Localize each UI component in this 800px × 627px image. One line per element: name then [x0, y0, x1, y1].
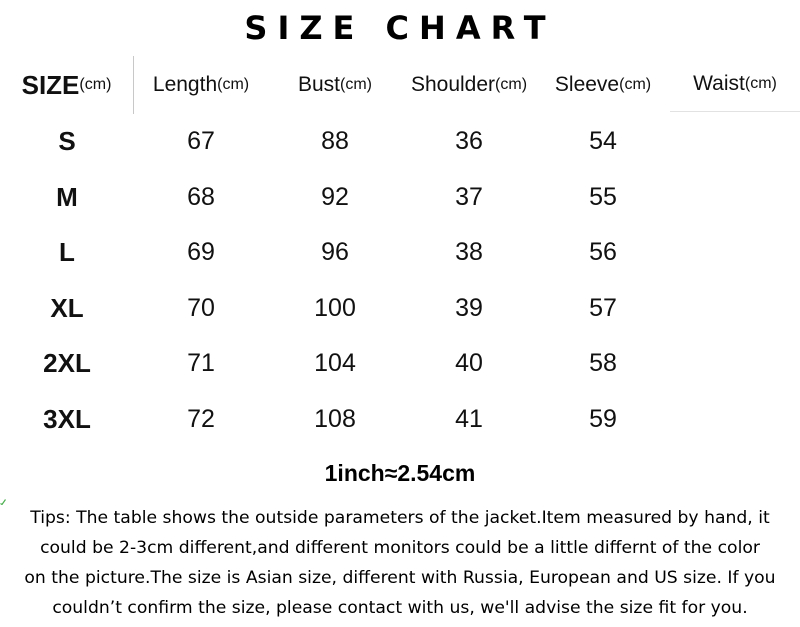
length-cell: 70: [187, 293, 215, 322]
header-bust: [268, 56, 402, 114]
size-cell: XL: [50, 292, 84, 323]
size-cell: 2XL: [43, 348, 91, 379]
sleeve-cell: 59: [589, 404, 617, 433]
bust-cell: 104: [314, 349, 356, 378]
header-bust-label: Bust: [297, 73, 341, 96]
bust-cell: 100: [314, 293, 356, 322]
inch-conversion-note: 1inch≈2.54cm: [324, 460, 476, 486]
sleeve-cell: 55: [589, 182, 617, 211]
bust-cell: 108: [314, 404, 356, 433]
table-row: [0, 281, 800, 337]
table-row: [0, 336, 800, 392]
header-size-unit: (cm): [79, 76, 112, 93]
bust-cell: 88: [321, 127, 349, 156]
waist-cell: [670, 281, 800, 337]
header-sleeve: [536, 56, 670, 114]
waist-cell: [670, 392, 800, 448]
shoulder-cell: 37: [455, 182, 483, 211]
sleeve-cell: 56: [589, 238, 617, 267]
shoulder-cell: 38: [455, 238, 483, 267]
table-row: [0, 170, 800, 226]
size-cell: 3XL: [43, 403, 91, 434]
length-cell: 69: [187, 238, 215, 267]
sleeve-cell: 57: [589, 293, 617, 322]
table-row: [0, 392, 800, 448]
size-chart-header: [0, 56, 800, 114]
header-size: [0, 56, 134, 114]
shoulder-cell: 41: [455, 404, 483, 433]
size-cell: S: [58, 126, 76, 157]
header-shoulder-label: Shoulder: [410, 73, 496, 96]
header-bust-unit: (cm): [340, 76, 372, 93]
waist-cell: [670, 336, 800, 392]
sleeve-cell: 54: [589, 127, 617, 156]
bust-cell: 96: [321, 238, 349, 267]
waist-cell: [670, 170, 800, 226]
length-cell: 71: [187, 349, 215, 378]
header-shoulder-unit: (cm): [495, 76, 528, 93]
sleeve-cell: 58: [589, 349, 617, 378]
tips-line: could be 2-3cm different,and different monitors could be a little differnt of the color: [40, 538, 760, 558]
shoulder-cell: 36: [455, 127, 483, 156]
size-cell: M: [56, 181, 78, 212]
header-waist: [670, 56, 800, 112]
table-row: [0, 114, 800, 170]
size-chart-table: [0, 114, 800, 447]
tips-line: Tips: The table shows the outside parameters of the jacket.Item measured by hand, it: [30, 508, 770, 528]
header-sleeve-unit: (cm): [619, 76, 652, 93]
length-cell: 68: [187, 182, 215, 211]
table-row: [0, 225, 800, 281]
header-sleeve-label: Sleeve: [554, 73, 620, 96]
shoulder-cell: 40: [455, 349, 483, 378]
header-waist-unit: (cm): [744, 74, 777, 92]
waist-cell: [670, 114, 800, 170]
tips-line: couldn’t confirm the size, please contact with us, we'll advise the size fit for you.: [52, 598, 748, 618]
header-shoulder: [402, 56, 536, 114]
header-waist-label: Waist: [693, 71, 745, 95]
shoulder-cell: 39: [455, 293, 483, 322]
header-length: [134, 56, 268, 114]
header-size-label: SIZE: [21, 69, 80, 100]
header-length-unit: (cm): [217, 76, 250, 93]
tips-note: [0, 503, 800, 623]
size-cell: L: [59, 237, 75, 268]
size-chart-title: SIZE CHART: [244, 9, 556, 47]
waist-cell: [670, 225, 800, 281]
header-length-label: Length: [152, 73, 218, 96]
tips-line: on the picture.The size is Asian size, different with Russia, European and US size. If you: [24, 568, 776, 588]
length-cell: 67: [187, 127, 215, 156]
length-cell: 72: [187, 404, 215, 433]
bust-cell: 92: [321, 182, 349, 211]
